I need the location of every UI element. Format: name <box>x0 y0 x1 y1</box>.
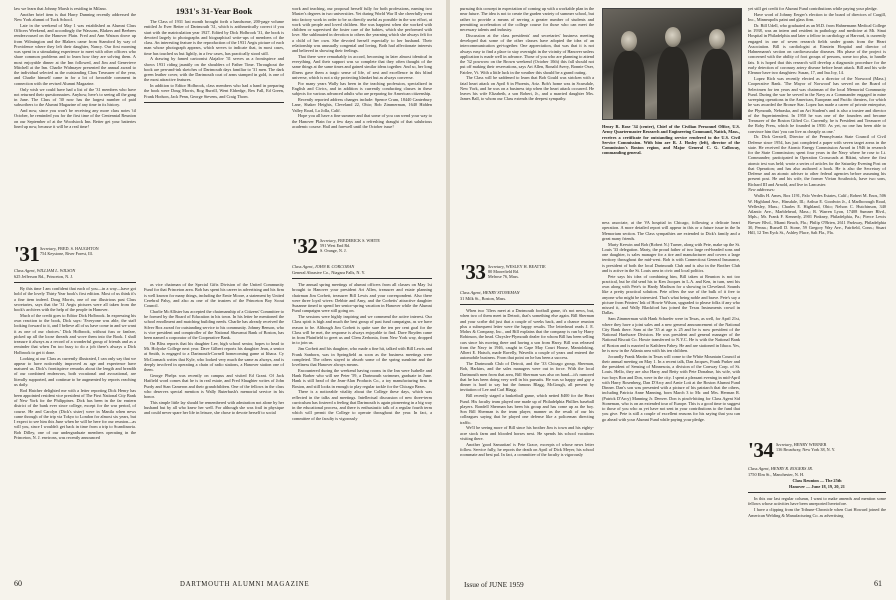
reunion-date: Hanover — June 18, 19, 20, 21 <box>789 483 845 489</box>
right-col3-top <box>748 6 886 436</box>
class-agent-address: General Abrasive Co., Niagara Falls, N. Y. <box>292 269 366 275</box>
paragraph: ness associate, at the VA hospital in Chicago, following a delicate heart operation. A more detailed report will appear in this or a future issue in the In Memoriam section. The Class sympathies are extended to Dick's family and a great many friends. <box>602 220 740 241</box>
paragraph: Dr. Dick Gerstell, Director of the Pennsylvania State Council of Civil Defense since 1954, has just completed a paper with seven target areas in the state. He received the Atomic Energy Commission Award in 1946 in research for the State Commission; spent four years in the Navy where he rose to Lt. Commander; participated in Operation Crossroads at Bikini, where the first atomic test was held; wrote a series of articles for the Saturday Evening Post on that Operation; and has also authored a book. He is also the Secretary of Defense and an atomic adviser to other federal agencies before assuming his present post. He and his wife, the former Vivian Southwick, have two sons, Richard III and Arnold, and live in Lancaster. <box>748 134 886 187</box>
paragraph: This simple little lay should be remembered with admiration not alone by her husband but by all who knew her well. For although she was frail in physique and could never spare her life in leisure, she chose to devote herself to social <box>144 399 284 416</box>
left-col2-bottom <box>144 282 284 574</box>
paragraph: Only wish we could have had a list of the '31 members who have not returned their questionnaires. Anyhow, here's to seeing all the gang in June. The Class of '30 now has the largest number of paid subscribers to the Alumni Magazine of any time in its history. <box>14 86 136 108</box>
paragraph: A drawing by famed cartoonist Alajalov '31 serves as a frontispiece and shows 1931 riding jauntily on the shoulders of Father Time. Throughout the book are pen-and-ink sketches of Dartmouth days familiar to '31 men. The dark green leather cover, with the Dartmouth coat of arms stamped in gold, is one of the most attractive features. <box>144 56 284 83</box>
paragraph: In addition to Editor Holbrook, class members who had a hand in preparing the book were Doug Morris, Rog Burrill, Went Eldredge, Rex Fall, Ed Green, Frank Hodson, Jack Penn, George Stevens, and Craig Thorn. <box>144 83 284 99</box>
class-year: '32 <box>292 234 318 258</box>
left-page <box>0 0 446 600</box>
photo-caption <box>602 124 740 214</box>
paragraph: Discussion at the class presidents' and secretaries' business meeting developed that some of the other classes have adopted the idea of an intercommunication get-together. One appreciation, that was that it is not always easy to find a place to stay overnight in the vicinity of Hanover unless application is made well in advance. Those of you who are planning to attend the '32 powwow on the Brown weekend (October 10th) this fall should not put off making their reservations, says Art Allen, Ronald Avery, Bonnie Oxer, Fairlee, Vt. With a little luck in the weather this should be a grand outing. <box>460 32 594 75</box>
paragraph: Hope you all have a fine summer and that some of you can wend your way to the Hanover Plain for a few days and a refreshing draught of that salubrious academic course. Hail and farewell until the October issue! <box>292 113 432 129</box>
class-1934-header <box>748 440 886 462</box>
paragraph: On Bliss reports that his daughter Lee, high school senior, hopes to head to Mt. Holyoke College next year. Dave Gilbert reports his daughter Jean, a senior at Smith, is engaged to a Dartmouth-Cornell homecoming game at Ithaca. Cy McCormack writes that Kyle, who looked very much the same as always, and is deeply involved in operating a chain of radio stations, a Hanover station one of them. <box>144 340 284 373</box>
paragraph: Encountered during the weekend having rooms in the Inn were Isabelle and Hank Barber who will see Peter '59, a Dartmouth swimmer, graduate in June. Hank is still head of the Jean-Alan Products Co., a toy manufacturing firm in Boston, and still looks in enough to play regular tackle for the Chicago Bears. <box>292 367 432 389</box>
person-face <box>709 29 725 49</box>
class-agent: Class Agent, HENRY STONEMAN <box>460 290 520 295</box>
paragraph: Bill recently staged a basketball game, which netted $400 for the Heart Fund. His faculty team played one made up of Philadelphia Phillies baseball players. Rondell Sherman has been his group and has come up as the boy. Son Bill Sherman is the team player, manner as the result of our his colleagues saying that he played one defense like a policeman directing traffic. <box>460 393 594 425</box>
left-col1-bottom <box>14 268 136 574</box>
divider <box>292 278 432 279</box>
award-photo <box>602 8 742 120</box>
paragraph: The Class of 1931 last month brought forth a handsome, 200-page volume entitled Jo Ever Better of Dartmouth '31, which is arithmetically correct if you start with the matriculation year 1927. Edited by Dick Holbrook '31, the book is devoted largely to photographs and biographical write-ups of members of the class. An interesting feature is the reproduction of the 1931 Aegis picture of each man whose photograph appears, which serves to indicate that, in most cases, time has touched us but lightly, in a few cases, has practically stood still. <box>144 19 284 56</box>
left-col3-top <box>292 6 432 231</box>
left-col3-bottom <box>292 264 432 574</box>
page-number-left: 60 <box>14 579 22 588</box>
class-secretary: Secretary, FRED. S. HAUGHTON 754 Keystone, River Forest, Ill. <box>40 246 99 256</box>
person-face <box>665 27 681 47</box>
paragraph: Charlie McAllister has accepted the chairmanship of a Citizens' Committee to be formed by the Board of Education in his town. In his letter he mentioned the school enrollment and matching building needs. Charlie has already received the Silver Box award for outstanding service to his community. Johnny Benson, who is vice president and comptroller of the National Shawmut Bank of Boston, has been named a corporator of the Cooperative Bank. <box>144 308 284 341</box>
class-agent: Class Agent, HENRY R. ROGERS JR. <box>748 466 814 471</box>
class-1931-header <box>14 244 136 266</box>
paragraph: Looking at our Class as currently illustrated, I can only say that we appear to have noticeably improved as age and experience have matured us. Dick's frontispiece remarks about the length and breadth of our combined endeavors, both vocational and avocational, are literally supported, and continue to be augmented by reports reaching us daily. <box>14 355 136 387</box>
class-secretary: Secretary, FREDERICK S. WHITE 591 West End Rd. S. Orange, N. J. <box>320 238 380 253</box>
class-year: '31 <box>14 242 40 266</box>
class-agent-address: 1750 Elm St., Manchester, N. H. <box>748 471 805 477</box>
paragraph: In this our last regular column, I want to make amends and mention some fellows whose activities have been unreported heretofore. <box>748 496 886 507</box>
paragraph: Jim Corbett and his daughter, who made a fine hit, talked with Bill Lewis and Frank Sanborn, was in Springfield as soon as the business meetings were completed. The others stayed to absorb some of the spring sunshine and the loveliness that Hanover always means. <box>292 346 432 368</box>
person-body <box>701 49 733 119</box>
class-secretary: Secretary, HENRY WERNER 136 Broadway, New York 38, N. Y. <box>776 442 836 452</box>
paragraph: Rod Hatcher delighted me with a letter reporting Dick Henry has been appointed resident vice president of The First National City Bank of New York for the Philippines. Dick has been in the far eastern district of the bank ever since college, except for the war period, of course. He and Carolyn (Dick's sister) were in Manila when news came through of the trip via Tokyo to London for almost six years, but I expect to see him this June when he will be here for our reunion—as will you, since I wouldn't get back in time from a trip to Scandinavia. Bob Dilley, one of our undergraduate members operating in the Princeton, N. J. environs, was recently announced <box>14 387 136 440</box>
paragraph: Lopez Rich was recently elected as a director of the Norwood (Mass.) Cooperative Bank. 'The Mayor of Norwood' has served on the Board of Selectmen for ten years and was chairman of the local Memorial Community Fund. During the war he served in the Navy as a Commander engaged in mine sweeping operations in the American, European and Pacific theaters, for which he was awarded the Bronze Star. Lopez has made a career of private enterprise, the Plymouth, Nebraska, and an Art Student's and is also a trustee and director of the Superintendent. In 1950 he was one of the founders and became Treasurer of the Boston Gifted Co. Currently, he is President and Treasurer of the Roby Press, which he founded in 1950. As yet, no one has been able to convince him that 'you can live as cheaply as one.' <box>748 76 886 134</box>
paragraph: The sessions were highly inspiring and we commend the active interest. Our Class spirit is high and much the best group of past fund campaigns, as we have reason to be. Although Jim Corbett is quite sure the ten per cent goal for the Class will be met, the response is always enjoyable to find. Dave Boyden came in from Plainfield to greet us and Clem Zerbonia, from New York way, dropped in to join us. <box>292 314 432 346</box>
paragraph: George Phelps was recently on campus and visited Ed Grant. Of Jack Hatfield word comes that he is in real estate, and Fred Slaughter writes of John Purdy and Stan Cameron and their grandchildren. One of the fellows in the class who deserves special mention is Wally Ruterbush's memorial service in his honor. <box>144 373 284 400</box>
paragraph: as vice chairman of the Special Gifts Division of the United Community Fund for that Princeton area. Bob has spent his career in advertising and his firm is well known for many things, including the Ernie Moore, a statement by United Cerebral Palsy, and also as one of the trustees of the Princeton Boy Scout Council. <box>144 282 284 308</box>
divider <box>14 282 136 283</box>
person-body <box>613 51 645 119</box>
left-col1-top <box>14 6 136 238</box>
issue-label: Issue of JUNE 1959 <box>464 580 524 589</box>
paragraph: Much of the credit goes to Editor Dick Holbrook. In expressing his own reaction to the book, Dick says: 'Everyone was able, the staff looking forward to it, and I believe all of us have come in and we want it as one of our choices.' Dick Holbrook, without fuss or fanfare, picked up all the loose threads and wove them into the Book. I shall treasure it always as a record of a wonderful group of friends and as a reminder that when I'm too busy to do a job there's always a Dick Holbrook to get it done. <box>14 312 136 355</box>
paragraph: Sam Zimmerman with Hank Schaefer were in Texas, as well, for April 21st, where they have a joint sales and a new general announcement of the National City Bank there. Sam at the '35 at age is 25 and he is now president of the National Hardware Division. He was president and general manager of the National Biscuit Co. Howie transferred to N.Y.C. He is with the National Bank of Boston and is married to Kathleen Fahey. He and are stationed in Ithaca. Yes, he is now in the Atlanta area with his ten children. <box>602 316 740 353</box>
paragraph: yet still get credit for Alumni Fund contributions while paying your pledge. <box>748 6 878 11</box>
paragraph: When two '33ers meet at a Dartmouth football game, it's not news, but, when two of them meet in Detroit, that's something else again. Bill Sherman and your scribe did just that a couple of weeks back, and a chance reunion plus a subsequent letter were the happy results. The letterhead reads J. E. Mohrs & Company, Inc., and Bill explains that the company is run by Harry Robinson, the head. Chrysler-Plymouth dealer for whom Bill has been selling cars since his moving there and having a son from Harry. Bill was released from the Navy in 1946, caught in Cape May Court House, Mantoloking, Albert E. Hatsch, made Ravelly, Wavedis a couple of years and entered the automobile business. From that point on he has been a success. <box>460 308 594 361</box>
paragraph: law we learn that Johnny Marsh is residing in Milano. <box>14 6 107 11</box>
book-article-title: 1931's 31-Year Book <box>175 6 253 16</box>
paragraph: By this time I am confident that each of you—in a way—have got hold of the lovely Thirty Year book's first edition. Most of us think it's a fine item indeed. Doug Morris, one of our illustrious past Class secretaries, says that the '31 Aegis pictures were all taken from the book's archives with the help of the people in Hanover. <box>14 286 136 313</box>
paragraph: Recently reported address changes include: Spence Crum, 18440 Canterbury Lane, Shaker Heights, Cleveland 22, Ohio; Bob Zimmerman, 1640 Hidden Valley Road, La Jolla, Calif. <box>292 97 432 113</box>
paragraph: Pete says his idea of combining him, Bill taken at Reunion is not too practical, but he did send his to Ken Jacques in L.A. and Ken, in turn, sent his own along with Pete's to Hardy Madison for a showing in Cleveland. Sounds like a pretty practical solution. Pete offers the use of the bulk of it free to anyone who might be interested. That's what being noble and brave. Pete's say a picture from Printers' Ink of Howie Wilson, upgraded to please folks if any who missed it, and Wally Blackford has joined the Texas Instruments crowd in Dallas. <box>602 273 740 316</box>
right-col2-bottom <box>602 220 740 574</box>
reunion-title: Class Reunion — The 25th <box>792 478 842 484</box>
right-page <box>450 0 896 600</box>
class-agent-address: 625 Jefferson Rd., Princeton, N. J. <box>14 273 74 279</box>
paragraph: There is a noticeable vitality about the College these days, which was reflected in the talks and meetings. Intellectual discussion of new three-term curriculum has fostered a feeling that Dartmouth is again pioneering in a big way in the educational process, and there is enthusiastic talk of a regular fourth term which will permit the College to operate throughout the year. In fact, a committee of the faculty is vigorously <box>292 389 432 421</box>
class-agent-address: 31 Milk St., Boston, Mass. <box>460 295 507 301</box>
paragraph: work and teaching, our proposal herself fully for both professions, earning two Master's degrees in two universities. Yet during World War II she cheerfully went into factory work in order to be as directly useful as possible in the war effort, at work with people and loved children. She was happiest when she worked with children or supervised the foster care of the babies, which she performed with love. She sublimated in devotion to others the yearning which she always felt for a child of her own. She devoted herself especially to her husband. Their relationship was unusually congenial and loving. Both had affectionate interests and believed in showing their feelings. <box>292 6 432 53</box>
paragraph: Another 'good Samaritan' is Pete Grace, excerpts of whose news letter follow. Service fully, he reports the death on April of Dick Meyer, his school roommate and best pal. In fact, a committee of the faculty is vigorously <box>460 441 594 458</box>
class-year: '34 <box>748 438 774 462</box>
paragraph: Wallis H. Ames, Box 1191, Palo Verdes Estates, Calif.; Robert M. Enos, 506 W. Highland Ave., Hinsdale, Ill.; Arthur E. Goodwin Jr., 4 Marlborough Road, Wellesley, Mass.; Charles E. Highland, Ohio; Nelson C. Hutchinson, 340 Atlantic Ave., Marblehead, Mass.; R. Warren Lyon, 17408 Sumner Blvd., Mpls.; Mr. Frank F. Kennedy, 2901 Pinkney, Philadelphia, Pa.; Pierce Lewis Brewer Blvd., Miami Beach, Fla.; Philip O'Brien, 2611 Parkway, Philadelphia 30, Penna.; Russell D. Stone, 59 Gregory Way Ave., Fairfield, Conn.; Stuart Hill, 12 Ten Eyck St., Ashley Place, Salt Fla., Fla. <box>748 193 886 236</box>
paragraph: Marty Kerwin and Bob (Robert N.) Turner, along with Pete, make up the St. Louis '33 delegation. Marty, the proud father of two large red-headed sons and one daughter, is sales manager for a tire and manufacturer and covers a large territory throughout the mid-west. Bob is with Connecticut General Insurance, is president of both the local Dartmouth Club and is also in the Brother Club and is active in the St. Louis area in civic and local politics. <box>602 241 740 273</box>
paragraph: pursuing this concept in expectation of coming up with a workable plan in the near future. The idea is not to create the garden variety of summer school, but rather to provide a means of serving a greater number of students and permitting acceleration of the college course for those who can meet the necessary talents and industry. <box>460 6 594 32</box>
magazine-title: DARTMOUTH ALUMNI MAGAZINE <box>180 581 310 588</box>
right-col1-top <box>460 6 594 256</box>
paragraph: I have a clipping from the Tribune-Chronicle when Curt Howard joined the American Welding & Manufacturing Co. as advertising <box>748 507 886 518</box>
paragraph: Jocundly Frank Martin in Texas will come to the White Mountain Council at their annual meeting on May 1. In a recent talk, Dan Jacques, Frank Parker and the president of Sensing of Minnesota, a division of the Conway Corp. of St. Louis. Hello, they are also Harry and Betty with Pete Donahue, his wife, with two boys Ron and Don, were in the city. I spent a pleasant evening in mid-April with Harry Rosenberg, Dan D'Arcy and Arnie Lott at the Boston Alumni Fund Dinner. Dan's son was presented with a picture of his patriarch that the others, including Patricia Anne Manning, born March 3 to Mr. and Mrs. Herman R. (Patrick D'Arcy) Manning Jr. Denver. Don is pinch-hitting for Class Agent Sid Stoneman, who is on an extended tour of Europe. This is a good time to suggest to those of you who as yet have not sent in your contributions to the fund that you give. Pete is still a couple of excellent reasons for his saying that you can go ahead with your Alumni Fund while paying your pledge. <box>602 353 740 422</box>
class-year: '33 <box>460 260 486 284</box>
paragraph: Another brief item is that Harry Dunning recently addressed the New York alumni of Tuck School. <box>14 11 136 23</box>
paragraph: Have word of Johnny Eerger's election to the board of directors of Cargill, Inc., Minneapolis paint and glass firm. <box>748 11 886 23</box>
person-body <box>657 47 689 119</box>
paragraph: Dr. Bill Udell, who graduated as an M.D. from Hahnemann Medical College in 1938, was an intern and resident in pathology and medicine at Mt. Sinai Hospital in Philadelphia and later a fellow in cardiology at Harvard, is currently engaged in one of seven research fields under grants from the Heart Association. Bill is cardiologist at Einstein Hospital and director of Hahnemann's section on cardiovascular diseases. His phase of the project is concerned with the ability of foot groups of persons, some too plus, to handle fats. It is hoped that this research will develop a diagnostic procedure for the early detection of coronary artery disease before heart attack. Bill and his wife Eleanor have two daughters: Susan, 17, and Ina Joy, 14. <box>748 22 886 76</box>
section-label: New addresses: <box>748 187 775 193</box>
divider <box>144 102 284 103</box>
paragraph: The annual spring meetings of alumni officers from all classes on May 1st brought to Hanover your president Art Allen, treasurer and estate planning chairman Jim Corbett, treasurer Bill Lewis and your correspondent. Also there were three loyal wives: Debbie and Amy, and the Corbetts' attractive daughter Suzanne timed to spend her senior-spring vacation in Hanover while the Alumni Fund campaigns were still going on. <box>292 282 432 314</box>
paragraph: And now, since you won't be receiving any more class notes 'til October, be reminded you for the first time of the Centennial Reunion on our September of at the Woodstock Inn. Better get your batteries lined up now, because it will be a real time! <box>14 108 136 129</box>
left-col2-top <box>144 6 284 280</box>
right-col1-bottom <box>460 290 594 574</box>
paragraph: The Class will be saddened to learn that Bob Gould was stricken with a fatal heart attack on April 6 in Phoenix, Ariz. Bob's home was in Scarsdale, New York, and he was on a business trip when the heart attack occurred. He leaves his wife Elizabeth, a son Robert, Jr., and a married daughter Mrs. James Ball, to whom our Class extends the deepest sympathy. <box>460 75 594 102</box>
class-1933-header <box>460 262 594 284</box>
paragraph: For many years Wally has been in the teaching profession, specialized in English and Civics, and in addition is currently conducting classes in these subjects for various advanced adults who are preparing for American citizenship. <box>292 80 432 97</box>
right-col3-bottom <box>748 466 886 574</box>
paragraph: The Dartmouth Club of Detroit, and the '33 Chicago group, Sherman, Bob, Harkins, and the sales managers were out in force. With the local Dartmouth men from that area, Bill Sherman was also on hand—it's rumored that he has been doing very well in his pursuits. He was so happy and gay a dinner is hard to say but the famous Blagg, McGough, all present by invitation of Lee and Carl Blagg. <box>460 361 594 393</box>
class-agent: Class Agent, JOHN B. CORCORAN <box>292 264 355 269</box>
paragraph: We'll be seeing more of Bill since his brother Jim is town and his eighty-acre stock farm and blooded horses next. He spends his school vacations visiting there. <box>460 425 594 441</box>
paragraph: That there were remarkably in accord, becoming in later almost identical in everything. And their support was so complete that they often thought of the same things at the same times and gained similar ideas together. And so, her long illness gave them a tragic sense of life, of zest and excellence in this blind universe, which is not a sky protecting blanket but as always converse. <box>292 53 432 80</box>
class-1932-header <box>292 236 432 260</box>
page-number-right: 61 <box>874 579 882 588</box>
class-agent: Class Agent, WILLIAM L. WILSON <box>14 268 76 273</box>
class-secretary: Secretary, WESLEY H. BEATTIE 80 Moorefield Rd. Melrose 76, Mass. <box>488 264 546 279</box>
person-face <box>621 31 637 51</box>
paragraph: Late in the weekend of May 1 was established as Alumni Class Officers Weekend, and accordingly the Wassons, Blakers and Beebees rendezvoused on the Hanover Plain. Fred and Ann Watson drove up from Wilmington and the Blakers came from Stamford by way of Providence where they left their daughter, Nancy. Our first morning was spent in a stimulating experience to meet with other officers who share common problems and to learn how they are solving them. A most enjoyable dinner at the Inn followed, and Jim and Genevieve Mitchell at the Inn. Charlie Widmayer presented the annual award to the individual selected as the outstanding Class Treasurer of the year, and Charlie himself came in for a lot of favorable comment in connection with the revised Alumni Magazine. <box>14 22 136 86</box>
caption-text: Henry R. Rose '34 (center), Chief of the Civilian Personnel Office, U.S. Army Quartermaster Research and Engineering Command, Natick, Mass., receives a certificate for outstanding service rendered to the U.S. Civil Service Commission. With him are R. J. Hosley (left), director of the Commission's Boston region, and Major General C. G. Calloway, commanding general. <box>602 124 740 156</box>
divider <box>748 492 886 493</box>
divider <box>460 304 594 305</box>
